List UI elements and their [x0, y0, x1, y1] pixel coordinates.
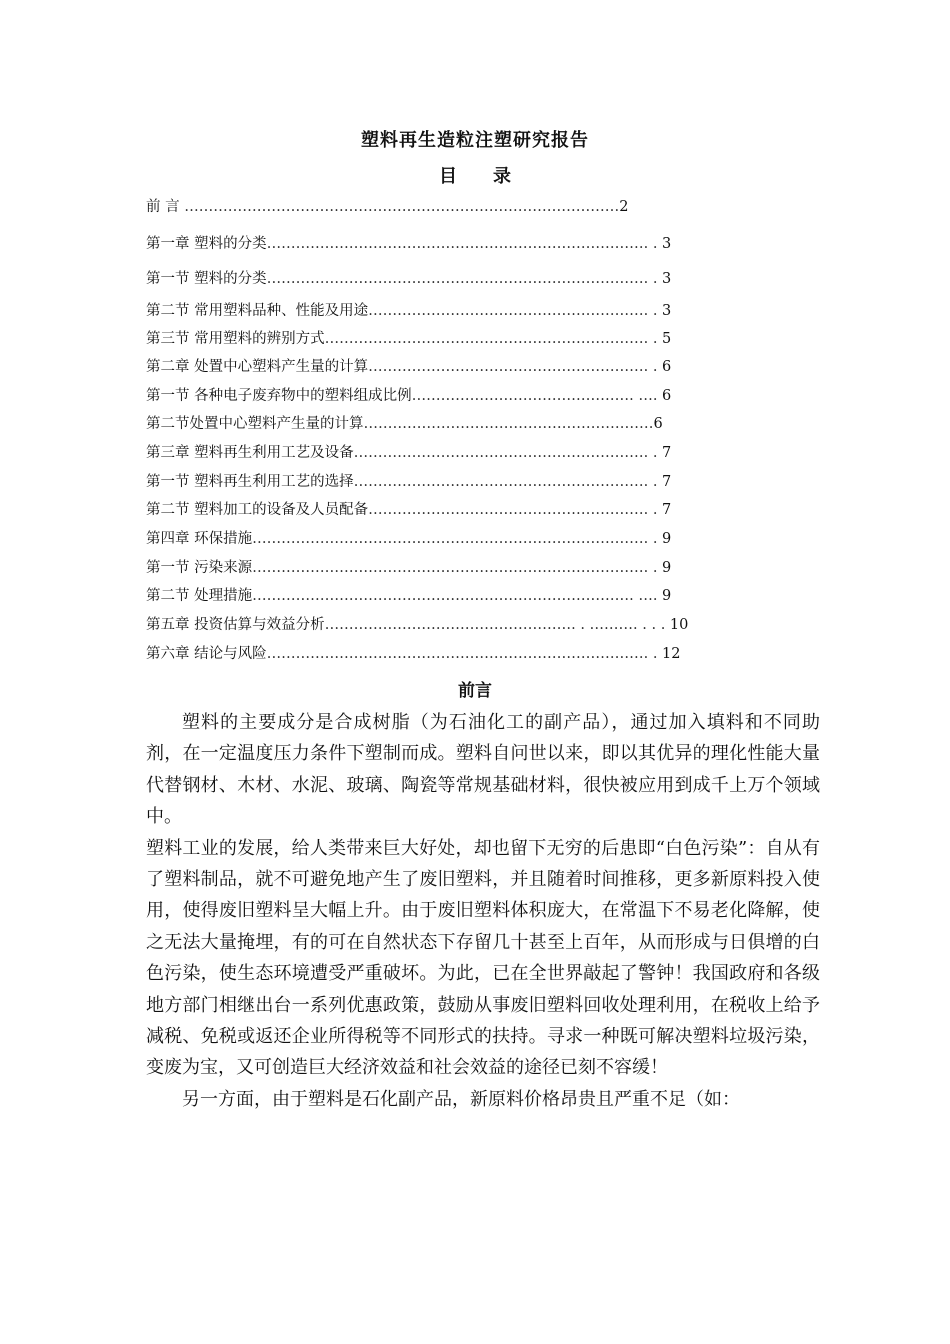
- paragraph: 另一方面，由于塑料是石化副产品，新原料价格昂贵且严重不足（如：: [182, 1088, 740, 1110]
- paragraph: 塑料工业的发展，给人类带来巨大好处，却也留下无穷的后患即“白色污染”：自从有了塑料制品，就不可避免地产生了废旧塑料，并且随着时间推移，更多新原料投入使用，使得废旧塑料呈大幅上升。由于废旧塑料体积庞大，在常温下不易老化降解，使之无法大量掩埋，有的可在自然状态下存留几十甚至上百年，从而形成与日俱增的白色污染，使生态环境遭受严重破坏。为此，已在全世界敲起了警钟！我国政府和各级地方部门相继出台一系列优惠政策，鼓励从事废旧塑料回收处理利用，在税收上给予减税、免税或返还企业所得税等不同形式的扶持。寻求一种既可解决塑料垃圾污染，变废为宝，又可创造巨大经济效益和社会效益的途径已刻不容缓！: [146, 837, 820, 1079]
- paragraph: 塑料的主要成分是合成树脂（为石油化工的副产品），通过加入填料和不同助剂，在一定温度压力条件下塑制而成。塑料自问世以来，即以其优异的理化性能大量代替钢材、木材、水泥、玻璃、陶瓷等常规基础材料，很快被应用到成千上万个领域中。: [146, 712, 820, 828]
- preface-body: [146, 707, 820, 1115]
- document-title: 塑料再生造粒注塑研究报告: [361, 130, 589, 151]
- toc-heading: [0, 162, 950, 188]
- toc-entry[interactable]: 第五章 投资估算与效益分析……………………………………………. . ………. . . . 10: [146, 617, 689, 633]
- toc-entry[interactable]: 第一章 塑料的分类……………………………………………………………………. . 3: [146, 236, 672, 252]
- toc-entry[interactable]: 第二节 塑料加工的设备及人员配备…………………………………………………. . 7: [146, 502, 672, 518]
- toc-entry[interactable]: 第六章 结论与风险……………………………………………………………………. . 12: [146, 646, 681, 662]
- toc-entry[interactable]: 第一节 污染来源………………………………………………………………………. . 9: [146, 560, 672, 576]
- toc-entry[interactable]: 第三章 塑料再生利用工艺及设备……………………………………………………. . 7: [146, 445, 672, 461]
- toc-entry[interactable]: 第三节 常用塑料的辨别方式…………………………………………………………. . 5: [146, 331, 672, 347]
- toc-heading-left: 目: [439, 166, 457, 187]
- preface-heading: 前言: [458, 681, 492, 701]
- toc-heading-right: 录: [493, 166, 511, 187]
- toc-entry[interactable]: 第一节 各种电子废弃物中的塑料组成比例………………………………………. …. 6: [146, 388, 672, 404]
- toc-entry[interactable]: 第二节 常用塑料品种、性能及用途…………………………………………………. . 3: [146, 303, 672, 319]
- toc-entry[interactable]: 第二节处置中心塑料产生量的计算……………………………………………………6: [146, 416, 663, 432]
- toc-entry[interactable]: 第二章 处置中心塑料产生量的计算…………………………………………………. . 6: [146, 359, 672, 375]
- toc-entry[interactable]: 第四章 环保措施………………………………………………………………………. . 9: [146, 531, 672, 547]
- toc-entry[interactable]: 第二节 处理措施……………………………………………………………………. …. 9: [146, 588, 672, 604]
- toc-entry[interactable]: 第一节 塑料的分类……………………………………………………………………. . 3: [146, 271, 672, 287]
- toc-entry[interactable]: 前 言 ………………………………………………………………………………2: [146, 199, 629, 215]
- toc-entry[interactable]: 第一节 塑料再生利用工艺的选择……………………………………………………. . 7: [146, 474, 672, 490]
